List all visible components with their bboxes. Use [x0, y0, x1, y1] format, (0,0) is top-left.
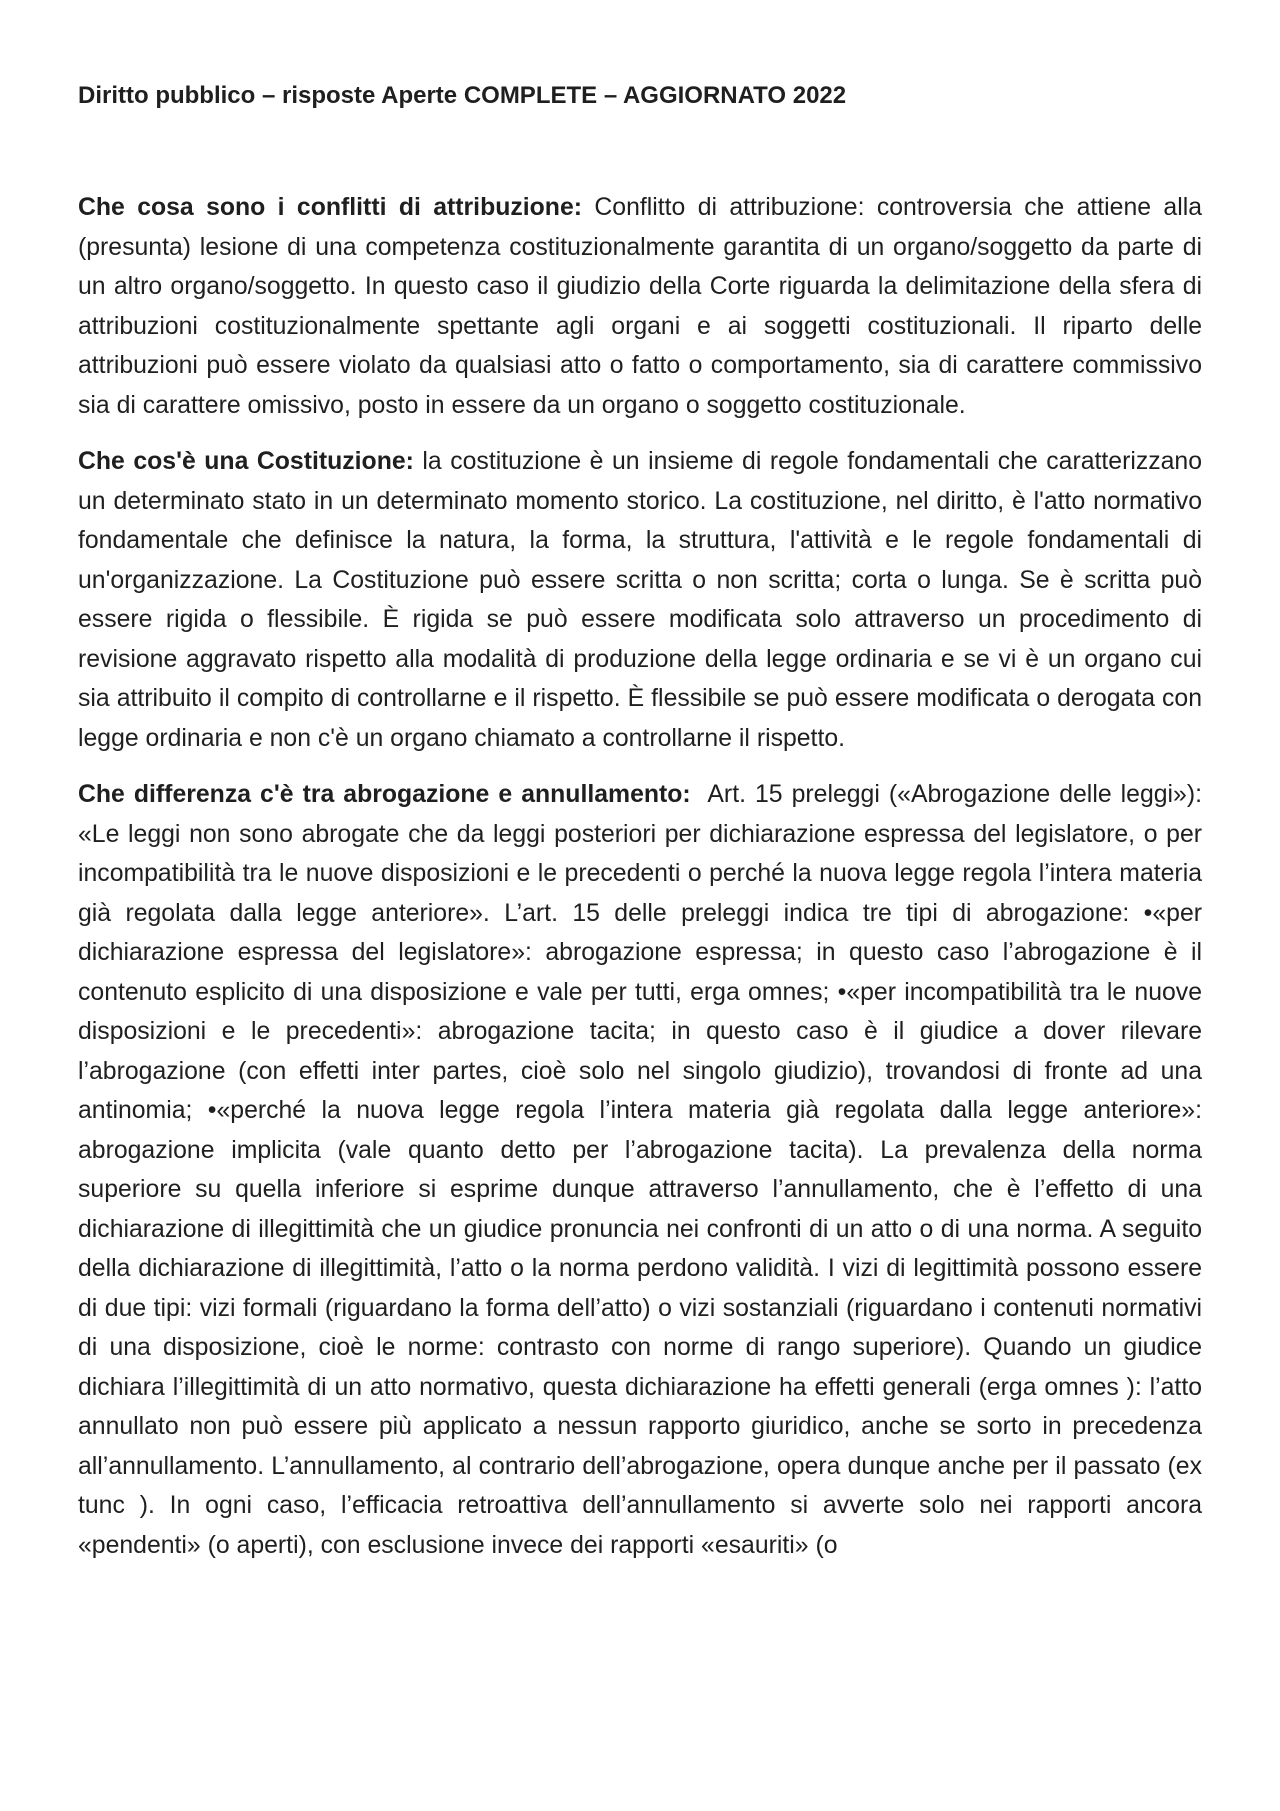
- section-question: Che cosa sono i conflitti di attribuzione:: [78, 194, 582, 221]
- section-answer: Art. 15 preleggi («Abrogazione delle leggi»): «Le leggi non sono abrogate che da leggi posteriori per dichiarazione espressa del legislatore, o per incompatibilità tra le nuove disposizioni e le precedenti o perché la nuova legge regola l’intera materia già regolata dalla legge anteriore». L’art. 15 delle preleggi indica tre tipi di abrogazione: •«per dichiarazione espressa del legislatore»: abrogazione espressa; in questo caso l’abrogazione è il contenuto esplicito di una disposizione e vale per tutti, erga omnes; •«per incompatibilità tra le nuove disposizioni e le precedenti»: abrogazione tacita; in questo caso è il giudice a dover rilevare l’abrogazione (con effetti inter partes, cioè solo nel singolo giudizio), trovandosi di fronte ad una antinomia; •«perché la nuova legge regola l’intera materia già regolata dalla legge anteriore»: abrogazione implicita (vale quanto detto per l’abrogazione tacita). La prevalenza della norma superiore su quella inferiore si esprime dunque attraverso l’annullamento, che è l’effetto di una dichiarazione di illegittimità che un giudice pronuncia nei confronti di un atto o di una norma. A seguito della dichiarazione di illegittimità, l’atto o la norma perdono validità. I vizi di legittimità possono essere di due tipi: vizi formali (riguardano la forma dell’atto) o vizi sostanziali (riguardano i contenuti normativi di una disposizione, cioè le norme: contrasto con norme di rango superiore). Quando un giudice dichiara l’illegittimità di un atto normativo, questa dichiarazione ha effetti generali (erga omnes ): l’atto annullato non può essere più applicato a nessun rapporto giuridico, anche se sorto in precedenza all’annullamento. L’annullamento, al contrario dell’abrogazione, opera dunque anche per il passato (ex tunc ). In ogni caso, l’efficacia retroattiva dell’annullamento si avverte solo nei rapporti ancora «pendenti» (o aperti), con esclusione invece dei rapporti «esauriti» (o: [78, 781, 1202, 1559]
- section-conflitti: [78, 188, 1202, 425]
- document-title: Diritto pubblico – risposte Aperte COMPLETE – AGGIORNATO 2022: [78, 82, 847, 109]
- section-abrogazione: [78, 775, 1202, 1565]
- section-costituzione: [78, 442, 1202, 758]
- section-answer: la costituzione è un insieme di regole fondamentali che caratterizzano un determinato stato in un determinato momento storico. La costituzione, nel diritto, è l'atto normativo fondamentale che definisce la natura, la forma, la struttura, l'attività e le regole fondamentali di un'organizzazione. La Costituzione può essere scritta o non scritta; corta o lunga. Se è scritta può essere rigida o flessibile. È rigida se può essere modificata solo attraverso un procedimento di revisione aggravato rispetto alla modalità di produzione della legge ordinaria e se vi è un organo cui sia attribuito il compito di controllarne e il rispetto. È flessibile se può essere modificata o derogata con legge ordinaria e non c'è un organo chiamato a controllarne il rispetto.: [78, 448, 1203, 752]
- document-page: [78, 80, 1202, 1582]
- section-question: Che differenza c'è tra abrogazione e annullamento:: [78, 781, 691, 808]
- section-answer: Conflitto di attribuzione: controversia che attiene alla (presunta) lesione di una competenza costituzionalmente garantita di un organo/soggetto da parte di un altro organo/soggetto. In questo caso il giudizio della Corte riguarda la delimitazione della sfera di attribuzioni costituzionalmente spettante agli organi e ai soggetti costituzionali. Il riparto delle attribuzioni può essere violato da qualsiasi atto o fatto o comportamento, sia di carattere commissivo sia di carattere omissivo, posto in essere da un organo o soggetto costituzionale.: [78, 194, 1203, 419]
- section-question: Che cos'è una Costituzione:: [78, 448, 414, 475]
